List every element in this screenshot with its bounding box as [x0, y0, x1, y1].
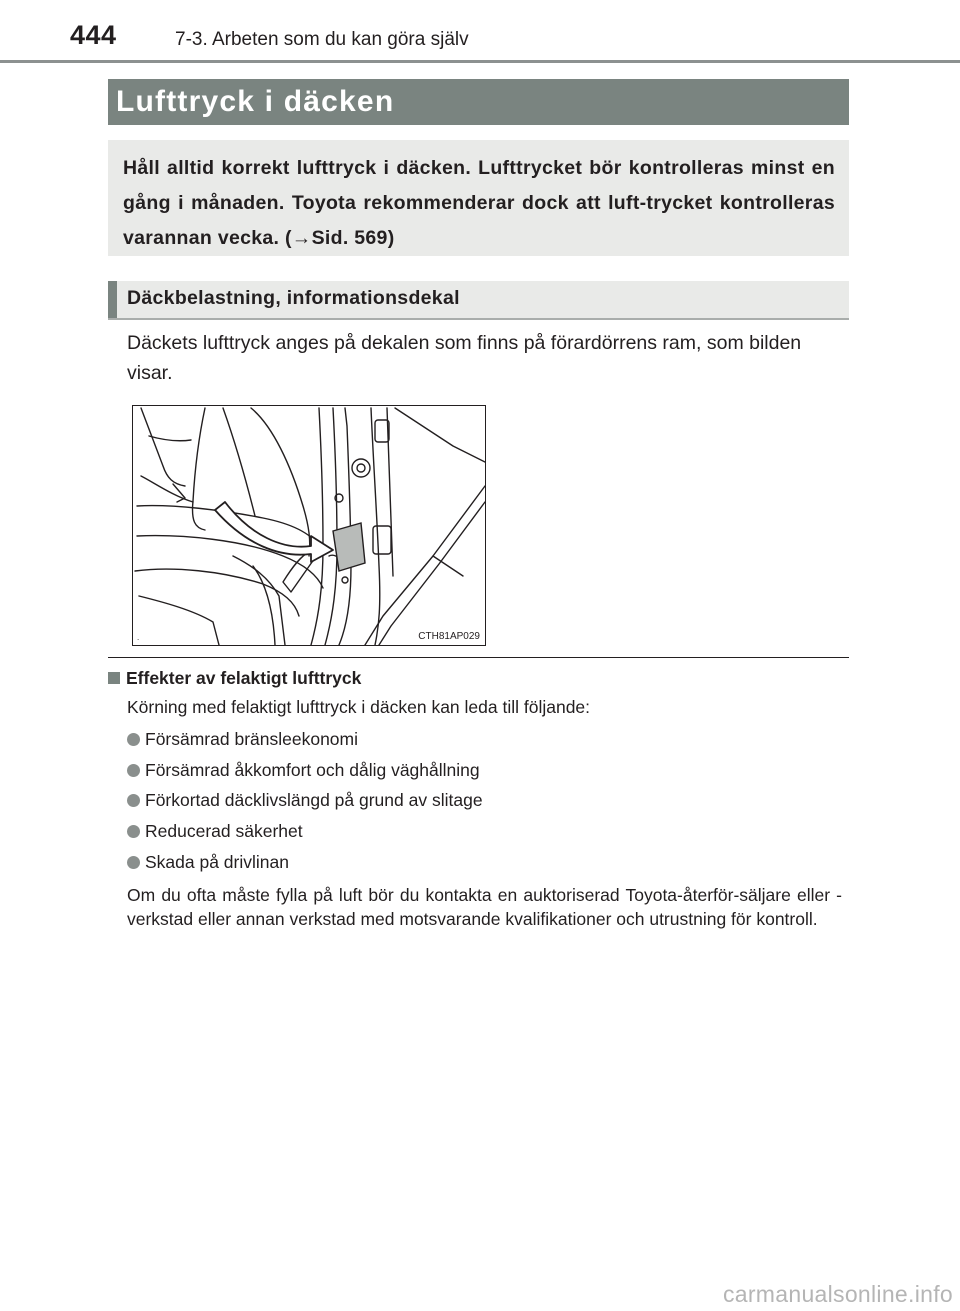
title-bar [108, 79, 849, 125]
page-title: Lufttryck i däcken [116, 85, 395, 118]
intro-box [108, 140, 849, 256]
list-item-text: Försämrad bränsleekonomi [145, 729, 359, 749]
door-frame-drawing [133, 406, 485, 645]
list-item-text: Förkortad däcklivslängd på grund av slitage [145, 790, 483, 810]
bullet-dot-icon [127, 733, 140, 746]
reference-arrow-icon: → [291, 227, 312, 249]
bullet-dot-icon [127, 794, 140, 807]
bullet-dot-icon [127, 856, 140, 869]
list-item [127, 821, 303, 842]
bullet-dot-icon [127, 825, 140, 838]
effects-heading [108, 668, 361, 689]
list-item-text: Reducerad säkerhet [145, 821, 303, 841]
page-number: 444 [70, 20, 117, 50]
page-reference-link[interactable]: Sid. 569 [311, 227, 388, 249]
list-item-text: Försämrad åkkomfort och dålig väghållning [145, 760, 480, 780]
tire-label-sticker [333, 523, 365, 571]
list-item [127, 790, 483, 811]
list-item-text: Skada på drivlinan [145, 852, 289, 872]
chapter-title: 7-3. Arbeten som du kan göra själv [175, 29, 469, 50]
square-bullet-icon [108, 672, 120, 684]
door-frame-illustration [132, 405, 486, 646]
intro-text [123, 151, 835, 256]
intro-close: ) [387, 227, 395, 249]
section-accent [108, 281, 117, 318]
intro-body: Håll alltid korrekt lufttryck i däcken. Lufttrycket bör kontrolleras minst en gång i månaden. Toyota rekommenderar dock att luft-trycket kontrolleras varannan vecka. ( [123, 157, 835, 249]
list-item [127, 729, 358, 750]
effects-closing: Om du ofta måste fylla på luft bör du kontakta en auktoriserad Toyota-återför-säljare eller -verkstad eller annan verkstad med motsvarande kvalifikationer och utrustning för kontroll. [127, 885, 842, 929]
section-heading [108, 281, 849, 320]
list-item [127, 852, 289, 873]
bullet-dot-icon [127, 764, 140, 777]
page-header [0, 0, 960, 62]
list-item [127, 760, 480, 781]
figure-code: CTH81AP029 [418, 631, 480, 642]
section-paragraph: Däckets lufttryck anges på dekalen som finns på förardörrens ram, som bilden visar. [127, 332, 802, 384]
section-divider [108, 657, 849, 658]
effects-lead: Körning med felaktigt lufttryck i däcken kan leda till följande: [127, 697, 591, 717]
figure-mark: . [137, 633, 140, 642]
header-rule [0, 60, 960, 63]
site-watermark: carmanualsonline.info [722, 1281, 953, 1307]
effects-heading-text: Effekter av felaktigt lufttryck [126, 668, 362, 688]
section-title: Däckbelastning, informationsdekal [127, 287, 460, 309]
